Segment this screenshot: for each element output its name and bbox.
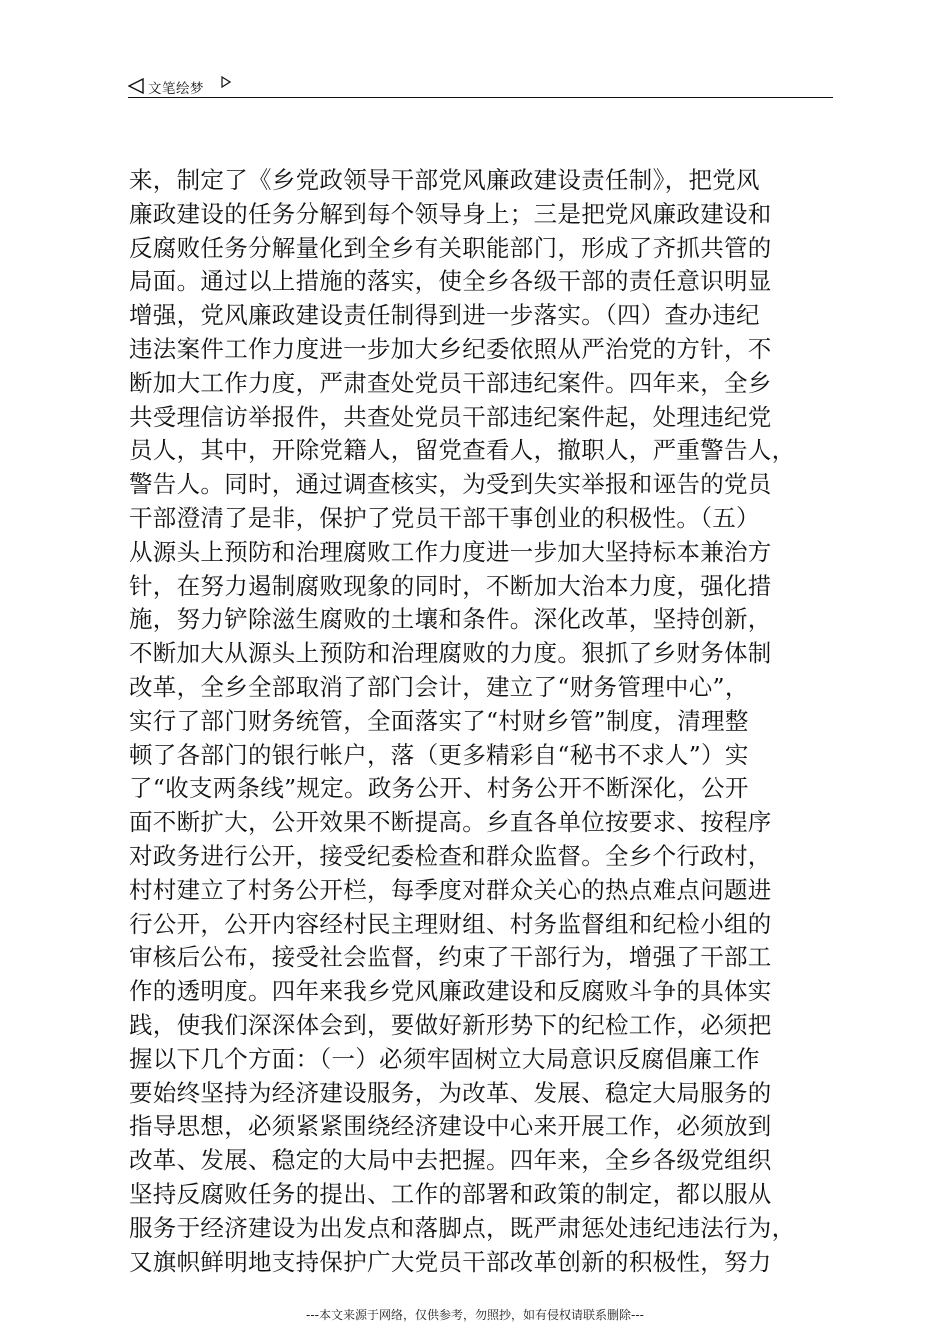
text-line: 行公开，公开内容经村民主理财组、村务监督组和纪检小组的 [129,909,772,938]
text-line: 局面。通过以上措施的落实，使全乡各级干部的责任意识明显 [129,267,772,296]
text-line: 作的透明度。四年来我乡党风廉政建设和反腐败斗争的具体实 [129,977,772,1006]
text-line: 施，努力铲除滋生腐败的土壤和条件。深化改革，坚持创新， [129,605,772,634]
text-line: 顿了各部门的银行帐户，落（更多精彩自“秘书不求人”）实 [129,740,749,769]
text-line: 针，在努力遏制腐败现象的同时，不断加大治本力度，强化措 [129,571,772,600]
text-line: 村村建立了村务公开栏，每季度对群众关心的热点难点问题进 [129,875,772,904]
text-line: 指导思想，必须紧紧围绕经济建设中心来开展工作，必须放到 [129,1112,772,1141]
text-line: 员人，其中，开除党籍人，留党查看人，撤职人，严重警告人， [129,436,796,465]
text-line: 握以下几个方面：（一）必须牢固树立大局意识反腐倡廉工作 [129,1044,760,1073]
document-body [129,164,834,1279]
footer-note: ---本文来源于网络，仅供参考，勿照抄，如有侵权请联系删除--- [306,1308,644,1322]
text-line: 不断加大从源头上预防和治理腐败的力度。狠抓了乡财务体制 [129,639,772,668]
text-line: 警告人。同时，通过调查核实，为受到失实举报和诬告的党员 [129,470,772,499]
text-line: 改革、发展、稳定的大局中去把握。四年来，全乡各级党组织 [129,1146,772,1175]
text-line: 审核后公布，接受社会监督，约束了干部行为，增强了干部工 [129,943,772,972]
text-line: 面不断扩大，公开效果不断提高。乡直各单位按要求、按程序 [129,808,772,837]
text-line: 改革，全乡全部取消了部门会计，建立了“财务管理中心”， [129,672,749,701]
text-line: 服务于经济建设为出发点和落脚点，既严肃惩处违纪违法行为， [129,1213,796,1242]
text-line: 坚持反腐败任务的提出、工作的部署和政策的制定，都以服从 [129,1179,772,1208]
text-line: 增强，党风廉政建设责任制得到进一步落实。（四）查办违纪 [129,301,760,330]
triangle-left-icon [128,78,144,94]
text-line: 断加大工作力度，严肃查处党员干部违纪案件。四年来，全乡 [129,368,772,397]
header-divider [128,97,833,98]
text-line: 践，使我们深深体会到，要做好新形势下的纪检工作，必须把 [129,1010,772,1039]
brand-label: 文笔绘梦 [148,81,204,97]
text-line: 实行了部门财务统管，全面落实了“村财乡管”制度，清理整 [129,706,749,735]
text-line: 干部澄清了是非，保护了党员干部干事创业的积极性。（五） [129,503,760,532]
text-line: 要始终坚持为经济建设服务，为改革、发展、稳定大局服务的 [129,1078,772,1107]
text-line: 反腐败任务分解量化到全乡有关职能部门，形成了齐抓共管的 [129,233,772,262]
text-line: 违法案件工作力度进一步加大乡纪委依照从严治党的方针，不 [129,334,772,363]
text-line: 又旗帜鲜明地支持保护广大党员干部改革创新的积极性，努力 [129,1247,772,1276]
text-line: 廉政建设的任务分解到每个领导身上；三是把党风廉政建设和 [129,199,772,228]
text-line: 从源头上预防和治理腐败工作力度进一步加大坚持标本兼治方 [129,537,772,566]
text-line: 了“收支两条线”规定。政务公开、村务公开不断深化，公开 [129,774,749,803]
text-line: 共受理信访举报件，共查处党员干部违纪案件起，处理违纪党 [129,402,772,431]
text-line: 对政务进行公开，接受纪委检查和群众监督。全乡个行政村， [129,841,772,870]
page-header [128,74,832,98]
text-line: 来，制定了《乡党政领导干部党风廉政建设责任制》，把党风 [129,166,760,194]
triangle-right-icon [221,76,231,88]
